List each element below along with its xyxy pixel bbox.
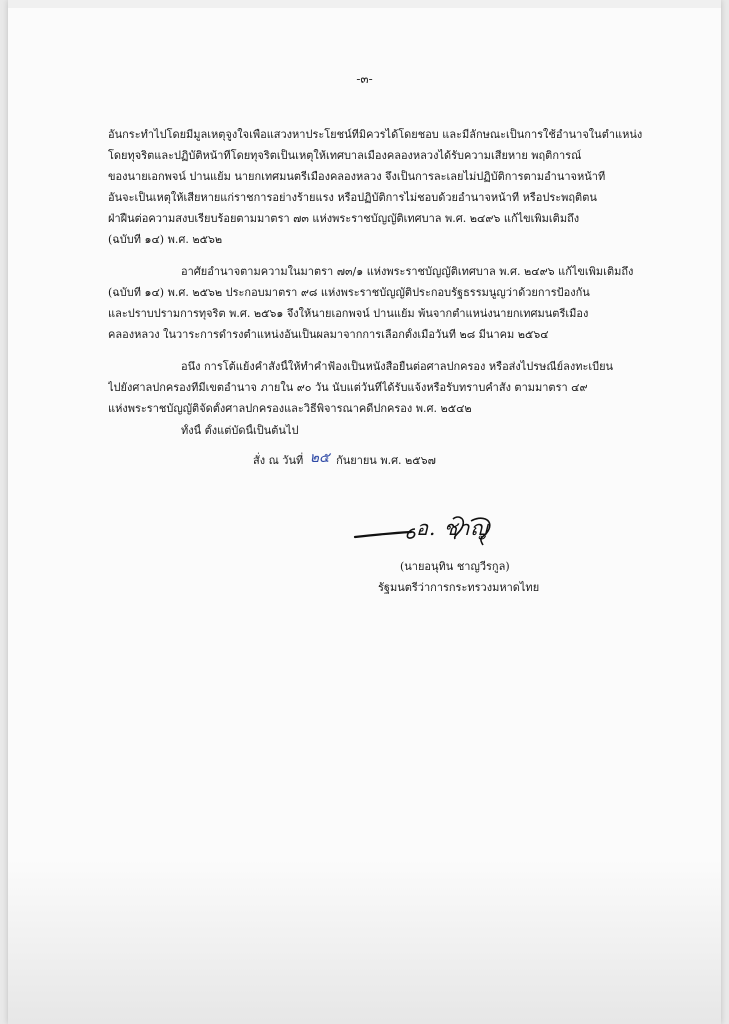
- paragraph1-line: โดยทุจริตและปฏิบัติหน้าที่โดยทุจริตเป็นเหตุให้เทศบาลเมืองคลองหลวงได้รับความเสียหาย พฤติการณ์: [108, 149, 582, 162]
- order-date-prefix: สั่ง ณ วันที่: [253, 454, 304, 467]
- paragraph2-line: อาศัยอำนาจตามความในมาตรา ๗๓/๑ แห่งพระราชบัญญัติเทศบาล พ.ศ. ๒๔๙๖ แก้ไขเพิ่มเติมถึง: [181, 265, 634, 278]
- paragraph3-line: ไปยังศาลปกครองที่มีเขตอำนาจ ภายใน ๙๐ วัน นับแต่วันที่ได้รับแจ้งหรือรับทราบคำสั่ง ตามมาตรา ๔๙: [108, 381, 588, 394]
- paragraph1-line: (ฉบับที่ ๑๔) พ.ศ. ๒๕๖๒: [108, 233, 223, 246]
- bottom-shadow: [8, 860, 721, 1024]
- page-top-edge: [8, 0, 721, 8]
- page-number: -๓-: [356, 72, 373, 86]
- paragraph1-line: ของนายเอกพจน์ ปานแย้ม นายกเทศมนตรีเมืองคลองหลวง จึงเป็นการละเลยไม่ปฏิบัติการตามอำนาจหน้าที่: [108, 170, 606, 183]
- paragraph2-line: คลองหลวง ในวาระการดำรงตำแหน่งอันเป็นผลมาจากการเลือกตั้งเมื่อวันที่ ๒๘ มีนาคม ๒๕๖๔: [108, 328, 549, 341]
- signer-title: รัฐมนตรีว่าการกระทรวงมหาดไทย: [378, 581, 540, 594]
- handwritten-day: ๒๕: [309, 450, 330, 466]
- paragraph2-line: (ฉบับที่ ๑๔) พ.ศ. ๒๕๖๒ ประกอบมาตรา ๙๘ แห่งพระราชบัญญัติประกอบรัฐธรรมนูญว่าด้วยการป้องกัน: [108, 286, 590, 299]
- paragraph2-line: และปราบปรามการทุจริต พ.ศ. ๒๕๖๑ จึงให้นายเอกพจน์ ปานแย้ม พ้นจากตำแหน่งนายกเทศมนตรีเมือง: [108, 307, 589, 320]
- signature-text: อ. ชาญ: [416, 516, 489, 540]
- paragraph1-line: ฝ่าฝืนต่อความสงบเรียบร้อยตามมาตรา ๗๓ แห่งพระราชบัญญัติเทศบาล พ.ศ. ๒๔๙๖ แก้ไขเพิ่มเติมถึง: [108, 212, 580, 225]
- order-date-suffix: กันยายน พ.ศ. ๒๕๖๗: [336, 454, 436, 467]
- paragraph3-line: อนึ่ง การโต้แย้งคำสั่งนี้ให้ทำคำฟ้องเป็นหนังสือยื่นต่อศาลปกครอง หรือส่งไปรษณีย์ลงทะเบียน: [181, 360, 614, 373]
- effective-statement: ทั้งนี้ ตั้งแต่บัดนี้เป็นต้นไป: [181, 424, 299, 437]
- order-date: [253, 449, 436, 471]
- paragraph3-line: แห่งพระราชบัญญัติจัดตั้งศาลปกครองและวิธีพิจารณาคดีปกครอง พ.ศ. ๒๕๔๒: [108, 402, 472, 415]
- paragraph1-line: อันจะเป็นเหตุให้เสียหายแก่ราชการอย่างร้ายแรง หรือปฏิบัติการไม่ชอบด้วยอำนาจหน้าที่ หรือประพฤติตน: [108, 191, 597, 204]
- signer-name: (นายอนุทิน ชาญวีรกูล): [400, 560, 510, 573]
- paragraph1-line: อันกระทำไปโดยมีมูลเหตุจูงใจเพื่อแสวงหาประโยชน์ที่มิควรได้โดยชอบ และมีลักษณะเป็นการใช้อำนาจในตำแหน่ง: [108, 128, 643, 141]
- document-page: [8, 0, 721, 1024]
